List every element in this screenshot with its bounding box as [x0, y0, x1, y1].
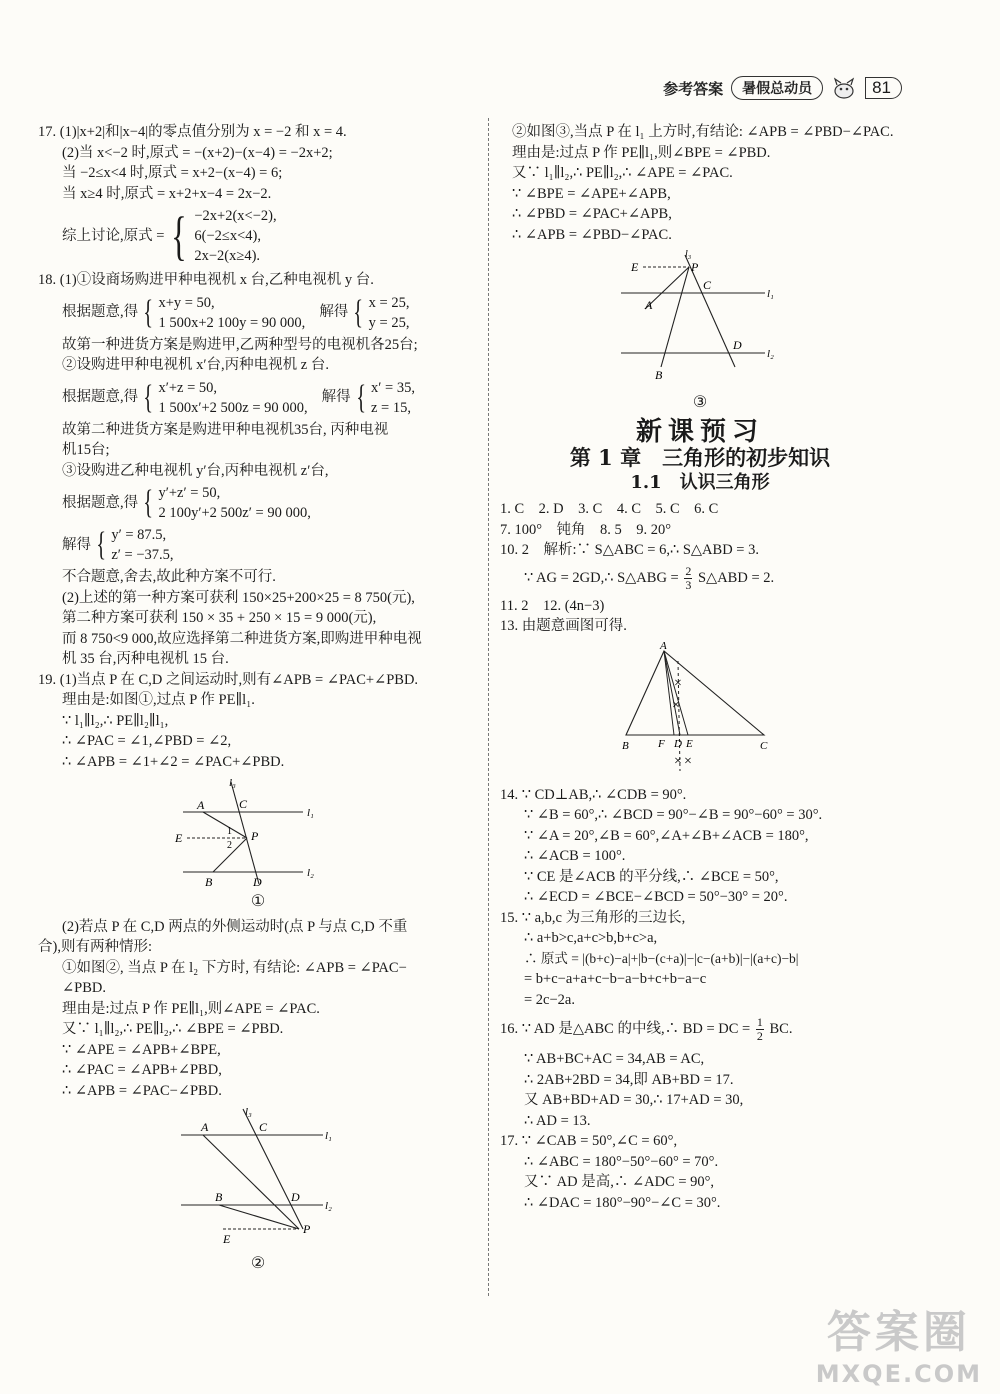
- answer-line: 13. 由题意画图可得.: [500, 618, 627, 634]
- column-divider: [488, 118, 489, 1296]
- answer-14-line: ∵ CE 是∠ACB 的平分线,∴ ∠BCE = 50°,: [524, 868, 779, 885]
- equation: y′+z′ = 50,: [158, 485, 221, 501]
- figure-3-label: ③: [692, 394, 708, 411]
- answer-14-line: 14. ∵ CD⊥AB,∴ ∠CDB = 90°.: [500, 786, 687, 803]
- fraction: [684, 565, 692, 592]
- svg-text:l₂: l₂: [767, 348, 774, 360]
- q19-2-line: ∴ ∠APB = ∠PAC−∠PBD.: [62, 1082, 222, 1099]
- svg-text:E: E: [631, 260, 639, 274]
- q17-line: 17. (1)|x+2|和|x−4|的零点值分别为 x = −2 和 x = 4.: [38, 124, 347, 140]
- mascot-icon: [831, 77, 857, 99]
- answer-line: 7. 100° 钝角 8. 5 9. 20°: [500, 521, 672, 538]
- svg-text:E: E: [175, 831, 183, 845]
- ans10b-pre: ∵ AG = 2GD,∴ S△ABG =: [524, 569, 679, 586]
- figure-1-diagram: [173, 776, 343, 888]
- equation: x′+z = 50,: [158, 379, 218, 396]
- svg-text:×: ×: [684, 753, 692, 769]
- solution: z = 15,: [371, 399, 411, 416]
- answer-17-line: ∴ ∠ABC = 180°−50°−60° = 70°.: [524, 1153, 719, 1170]
- svg-text:E: E: [223, 1232, 231, 1246]
- answer-15-line: = 2c−2a.: [524, 991, 575, 1008]
- svg-text:l₃: l₃: [245, 1106, 252, 1118]
- right-column: [500, 122, 900, 1213]
- q18-line: (2)上述的第一种方案可获利 150×25+200×25 = 8 750(元),: [62, 589, 415, 606]
- system-prefix: 根据题意,得: [62, 494, 139, 511]
- q19-2-line: ∵ ∠APE = ∠APB+∠BPE,: [62, 1041, 221, 1058]
- ans16-pre: 16. ∵ AD 是△ABC 的中线,∴ BD = DC =: [500, 1020, 751, 1037]
- system-prefix: 根据题意,得: [62, 304, 139, 321]
- q19-2-line: ①如图②, 当点 P 在 l₂ 下方时, 有结论: ∠APB = ∠PAC−: [62, 959, 407, 976]
- brace-icon: {: [353, 293, 364, 331]
- q19-2-line: ∠PBD.: [62, 980, 106, 996]
- equation: 1 500x+2 100y = 90 000,: [158, 314, 306, 331]
- r1-line: 又∵ l₁∥l₂,∴ PE∥l₂,∴ ∠APE = ∠PAC.: [512, 165, 733, 181]
- svg-text:2: 2: [227, 840, 232, 851]
- header-badge: 暑假总动员: [731, 76, 823, 100]
- svg-text:l₂: l₂: [307, 867, 314, 879]
- svg-text:B: B: [655, 368, 663, 382]
- solution: z′ = −37.5,: [111, 547, 174, 563]
- answer-17-line: ∴ ∠DAC = 180°−90°−∠C = 30°.: [524, 1194, 721, 1211]
- ans10b-post: S△ABD = 2.: [697, 569, 775, 586]
- svg-text:D: D: [253, 875, 262, 888]
- answer-16-line: ∴ AD = 13.: [524, 1112, 591, 1129]
- q17-piece: −2x+2(x<−2),: [194, 208, 277, 224]
- q17-line: 当 x≥4 时,原式 = x+2+x−4 = 2x−2.: [62, 185, 272, 202]
- svg-text:A: A: [645, 298, 653, 312]
- q19-2-line: ∴ ∠PAC = ∠APB+∠PBD,: [62, 1062, 222, 1078]
- svg-text:P: P: [251, 829, 259, 843]
- watermark-url: MXQE.COM: [815, 1360, 982, 1388]
- svg-text:×: ×: [674, 675, 682, 691]
- q18-line: 故第一种进货方案是购进甲,乙两种型号的电视机各25台;: [62, 336, 418, 353]
- svg-text:l₁: l₁: [767, 288, 774, 300]
- equation: 1 500x′+2 500z = 90 000,: [158, 399, 308, 416]
- q19-line: 理由是:如图①,过点 P 作 PE∥l₁.: [62, 692, 255, 708]
- brace-icon: {: [143, 378, 154, 416]
- svg-text:D: D: [291, 1190, 300, 1204]
- answer-line: 10. 2 解析:∵ S△ABC = 6,∴ S△ABD = 3.: [500, 542, 759, 558]
- svg-text:C: C: [703, 278, 712, 292]
- svg-text:C: C: [239, 797, 248, 811]
- equation: 2 100y′+2 500z′ = 90 000,: [158, 505, 311, 521]
- r1-line: 理由是:过点 P 作 PE∥l₁,则∠BPE = ∠PBD.: [512, 144, 771, 161]
- q18-line: ②设购进甲种电视机 x′台,丙种电视机 z 台.: [62, 357, 329, 373]
- fraction: [756, 1016, 764, 1043]
- q18-line: 不合题意,舍去,故此种方案不可行.: [62, 569, 276, 585]
- figure-2-diagram: [173, 1105, 343, 1250]
- svg-text:l₁: l₁: [307, 807, 314, 819]
- q18-line: 而 8 750<9 000,故应选择第二种进货方案,即购进甲种电视: [62, 630, 422, 647]
- q17-piecewise: [38, 206, 478, 266]
- svg-text:P: P: [303, 1222, 311, 1236]
- svg-text:A: A: [201, 1120, 209, 1134]
- q18-line: 机15台;: [62, 442, 110, 458]
- watermark-title: 答案圈: [826, 1307, 971, 1358]
- q18-line: 机 35 台,丙种电视机 15 台.: [62, 651, 229, 667]
- q18-system-3: [38, 483, 478, 523]
- answer-14-line: ∵ ∠A = 20°,∠B = 60°,∠A+∠B+∠ACB = 180°,: [524, 827, 809, 844]
- fraction-numerator: 2: [685, 563, 692, 578]
- ans16-post: BC.: [769, 1020, 793, 1037]
- answer-10b: [500, 565, 900, 592]
- figure-1-label: ①: [250, 893, 266, 910]
- triangle-construction-diagram: [620, 641, 780, 781]
- q18-system-2: [38, 378, 478, 418]
- page-header: [663, 75, 902, 101]
- svg-text:l₂: l₂: [325, 1200, 332, 1212]
- q17-piece-prefix: 综上讨论,原式 =: [62, 227, 165, 244]
- section-title: 新课预习: [635, 416, 764, 447]
- answer-16-first: [500, 1016, 900, 1043]
- brace-icon: {: [143, 484, 154, 521]
- q19-line: ∴ ∠APB = ∠1+∠2 = ∠PAC+∠PBD.: [62, 753, 285, 770]
- fraction-denominator: 3: [685, 577, 692, 592]
- svg-text:D: D: [674, 737, 682, 750]
- q18-system-4: [38, 525, 478, 565]
- svg-text:1: 1: [227, 826, 232, 837]
- svg-text:A: A: [197, 798, 205, 812]
- answer-16-line: ∵ AB+BC+AC = 34,AB = AC,: [524, 1051, 705, 1067]
- answer-17-line: 17. ∵ ∠CAB = 50°,∠C = 60°,: [500, 1133, 678, 1149]
- q19-2-line: (2)若点 P 在 C,D 两点的外侧运动时(点 P 与点 C,D 不重: [62, 918, 408, 935]
- svg-text:B: B: [215, 1190, 223, 1204]
- svg-text:×: ×: [674, 753, 682, 769]
- q17-line: 当 −2≤x<4 时,原式 = x+2−(x−4) = 6;: [62, 165, 283, 181]
- equation: x+y = 50,: [158, 294, 215, 311]
- page-number: 81: [865, 77, 902, 99]
- answer-line: 1. C 2. D 3. C 4. C 5. C 6. C: [500, 501, 719, 517]
- q18-line: 第二种方案可获利 150 × 35 + 250 × 15 = 9 000(元),: [62, 610, 377, 626]
- answer-15-line: 15. ∵ a,b,c 为三角形的三边长,: [500, 909, 686, 926]
- r1-line: ②如图③,当点 P 在 l₁ 上方时,有结论: ∠APB = ∠PBD−∠PAC.: [512, 124, 894, 140]
- brace-icon: {: [355, 378, 366, 416]
- answer-15-line: = b+c−a+a+c−b−a−b+c+b−a−c: [524, 971, 707, 987]
- brace-icon: {: [96, 526, 107, 563]
- subsection-title: 1.1 认识三角形: [630, 471, 770, 493]
- svg-text:C: C: [760, 739, 768, 752]
- fraction-numerator: 1: [756, 1015, 763, 1029]
- answer-15-line: ∴ a+b>c,a+c>b,b+c>a,: [524, 930, 658, 946]
- q19-line: 19. (1)当点 P 在 C,D 之间运动时,则有∠APB = ∠PAC+∠PBD.: [38, 671, 419, 688]
- q18-line: 故第二种进货方案是购进甲种电视机35台, 丙种电视: [62, 421, 389, 438]
- svg-text:l₃: l₃: [685, 249, 692, 260]
- brace-icon: {: [143, 293, 154, 331]
- svg-text:C: C: [259, 1120, 268, 1134]
- answer-14-line: ∴ ∠ACB = 100°.: [524, 848, 626, 864]
- q18-line: ③设购进乙种电视机 y′台,丙种电视机 z′台,: [62, 462, 329, 479]
- system-mid: 解得: [321, 389, 351, 406]
- system-mid: 解得: [319, 304, 349, 321]
- r1-line: ∵ ∠BPE = ∠APE+∠APB,: [512, 185, 671, 202]
- q17-line: (2)当 x<−2 时,原式 = −(x+2)−(x−4) = −2x+2;: [62, 144, 333, 161]
- svg-text:F: F: [658, 737, 665, 750]
- figure-3-diagram: [615, 249, 785, 389]
- solution: y = 25,: [368, 314, 410, 331]
- svg-text:l₃: l₃: [229, 777, 236, 789]
- svg-text:B: B: [205, 875, 213, 888]
- solution: x = 25,: [368, 294, 410, 311]
- svg-text:E: E: [686, 737, 693, 750]
- q18-intro: 18. (1)①设商场购进甲种电视机 x 台,乙种电视机 y 台.: [38, 272, 374, 288]
- answer-line: 11. 2 12. (4n−3): [500, 597, 605, 614]
- svg-text:×: ×: [672, 697, 680, 713]
- answer-15-line: ∴ 原式 = |(b+c)−a|+|b−(c+a)|−|c−(a+b)|−|(a+c)−b|: [524, 950, 799, 966]
- header-label: 参考答案: [663, 79, 724, 98]
- system-prefix: 根据题意,得: [62, 389, 139, 406]
- q19-line: ∵ l₁∥l₂,∴ PE∥l₂∥l₁,: [62, 712, 169, 729]
- q19-2-line: 理由是:过点 P 作 PE∥l₁,则∠APE = ∠PAC.: [62, 1000, 320, 1017]
- solution: y′ = 87.5,: [111, 527, 167, 543]
- svg-text:B: B: [622, 739, 629, 752]
- r1-line: ∴ ∠PBD = ∠PAC+∠APB,: [512, 206, 672, 222]
- svg-text:l₁: l₁: [325, 1130, 332, 1142]
- figure-2-label: ②: [250, 1255, 266, 1272]
- q19-line: ∴ ∠PAC = ∠1,∠PBD = ∠2,: [62, 733, 232, 749]
- q17-piece: 2x−2(x≥4).: [194, 248, 261, 264]
- chapter-title: 第 1 章 三角形的初步知识: [569, 445, 831, 470]
- answer-16-line: ∴ 2AB+2BD = 34,即 AB+BD = 17.: [524, 1071, 734, 1088]
- brace-icon: {: [171, 206, 188, 266]
- left-column: [38, 122, 478, 1275]
- svg-text:P: P: [691, 260, 699, 274]
- system-prefix: 解得: [62, 536, 91, 553]
- q19-2-line: 又∵ l₁∥l₂,∴ PE∥l₂,∴ ∠BPE = ∠PBD.: [62, 1021, 284, 1037]
- r1-line: ∴ ∠APB = ∠PBD−∠PAC.: [512, 226, 672, 243]
- q17-piece: 6(−2≤x<4),: [194, 228, 261, 244]
- answer-16-line: 又 AB+BD+AD = 30,∴ 17+AD = 30,: [524, 1092, 744, 1108]
- svg-text:D: D: [733, 338, 742, 352]
- answer-17-line: 又∵ AD 是高,∴ ∠ADC = 90°,: [524, 1174, 715, 1190]
- answer-14-line: ∴ ∠ECD = ∠BCE−∠BCD = 50°−30° = 20°.: [524, 889, 788, 905]
- q19-2-line: 合),则有两种情形:: [38, 939, 152, 955]
- answer-14-line: ∵ ∠B = 60°,∴ ∠BCD = 90°−∠B = 90°−60° = 30°.: [524, 807, 823, 823]
- watermark: [816, 1296, 982, 1388]
- svg-text:A: A: [660, 640, 667, 652]
- q18-system-1: [38, 293, 478, 333]
- fraction-denominator: 2: [756, 1029, 763, 1043]
- solution: x′ = 35,: [371, 379, 415, 396]
